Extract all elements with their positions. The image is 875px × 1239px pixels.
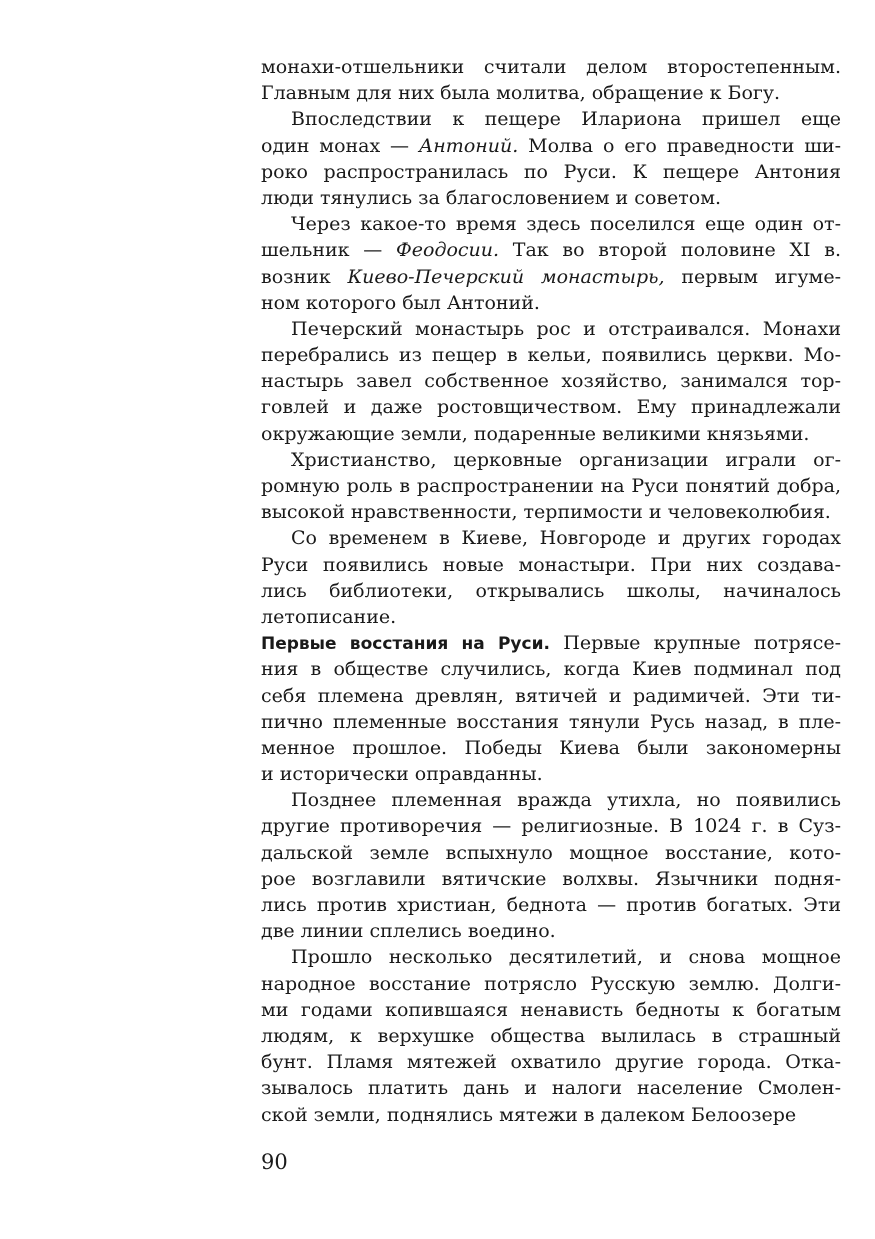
text-line: менное прошлое. Победы Киева были закономерны bbox=[261, 736, 841, 759]
text-line: Прошло несколько десятилетий, и снова мощное bbox=[291, 946, 841, 969]
text-line: бунт. Пламя мятежей охватило другие города. Отка- bbox=[261, 1051, 841, 1074]
text-line: народное восстание потрясло Русскую землю. Долги- bbox=[261, 972, 841, 995]
text-line: Через какое-то время здесь поселился еще один от- bbox=[291, 213, 841, 236]
paragraph bbox=[261, 54, 841, 106]
text-line: говлей и даже ростовщичеством. Ему принадлежали bbox=[261, 396, 841, 419]
page-number: 90 bbox=[261, 1150, 288, 1174]
text-line: зывалось платить дань и налоги население Смолен- bbox=[261, 1077, 841, 1100]
text-line: Позднее племенная вражда утихла, но появились bbox=[291, 789, 841, 812]
text-line: ном которого был Антоний. bbox=[261, 291, 540, 314]
text-line: и исторически оправданны. bbox=[261, 763, 543, 786]
text-line: ми годами копившаяся ненависть бедноты к богатым bbox=[261, 998, 841, 1021]
text-line: дальской земле вспыхнуло мощное восстание, кото- bbox=[261, 841, 841, 864]
text-line: Руси появились новые монастыри. При них создава- bbox=[261, 553, 841, 576]
emphasis-term: Киево-Печерский монастырь, bbox=[347, 265, 665, 288]
emphasis-term: Антоний. bbox=[418, 134, 519, 157]
body-text bbox=[261, 54, 841, 1128]
text-line: роко распространилась по Руси. К пещере Антония bbox=[261, 160, 841, 183]
emphasis-term: Феодосии. bbox=[395, 239, 500, 262]
paragraph bbox=[261, 944, 841, 1127]
paragraph bbox=[261, 525, 841, 630]
paragraph bbox=[261, 211, 841, 316]
text-line: пично племенные восстания тянули Русь назад, в пле- bbox=[261, 710, 841, 733]
text-line: Христианство, церковные организации играли ог- bbox=[291, 448, 841, 471]
text-line: один монах — Антоний. Молва о его праведности ши- bbox=[261, 134, 841, 157]
text-line: другие противоречия — религиозные. В 1024 г. в Суз- bbox=[261, 815, 841, 838]
paragraph bbox=[261, 316, 841, 447]
text-line: две линии сплелись воедино. bbox=[261, 920, 556, 943]
section-paragraph bbox=[261, 630, 841, 787]
text-line: лись против христиан, беднота — против богатых. Эти bbox=[261, 894, 841, 916]
text-line: рое возглавили вятичские волхвы. Язычники подня- bbox=[261, 867, 841, 890]
text-line: Первые восстания на Руси. Первые крупные потрясе- bbox=[261, 632, 841, 655]
text-line: люди тянулись за благословением и советом. bbox=[261, 186, 722, 209]
section-heading: Первые восстания на Руси. bbox=[261, 634, 550, 655]
text-line: Печерский монастырь рос и отстраивался. Монахи bbox=[291, 317, 841, 340]
text-line: ской земли, поднялись мятежи в далеком Белоозере bbox=[261, 1103, 797, 1126]
paragraph bbox=[261, 106, 841, 211]
text-line: себя племена древлян, вятичей и радимичей. Эти ти- bbox=[261, 684, 841, 707]
text-line: лись библиотеки, открывались школы, начиналось bbox=[261, 579, 841, 602]
text-line: монахи-отшельники считали делом второстепенным. bbox=[261, 56, 841, 78]
text-line: окружающие земли, подаренные великими князьями. bbox=[261, 422, 810, 445]
text-line: ромную роль в распространении на Руси понятий добра, bbox=[261, 475, 841, 497]
text-line: Главным для них была молитва, обращение к Богу. bbox=[261, 82, 781, 105]
text-line: перебрались из пещер в кельи, появились церкви. Мо- bbox=[261, 344, 841, 367]
text-line: шельник — Феодосии. Так во второй половине XI в. bbox=[261, 239, 841, 262]
paragraph bbox=[261, 447, 841, 526]
text-line: ния в обществе случились, когда Киев подминал под bbox=[261, 658, 841, 681]
paragraph bbox=[261, 787, 841, 944]
text-line: летописание. bbox=[261, 605, 397, 628]
text-line: высокой нравственности, терпимости и человеколюбия. bbox=[261, 501, 831, 524]
text-line: людям, к верхушке общества вылилась в страшный bbox=[261, 1024, 841, 1047]
text-line: Со временем в Киеве, Новгороде и других городах bbox=[291, 527, 841, 550]
text-line: Впоследствии к пещере Илариона пришел еще bbox=[291, 108, 841, 131]
text-line: настырь завел собственное хозяйство, занимался тор- bbox=[261, 370, 841, 393]
text-line: возник Киево-Печерский монастырь, первым игуме- bbox=[261, 265, 841, 288]
